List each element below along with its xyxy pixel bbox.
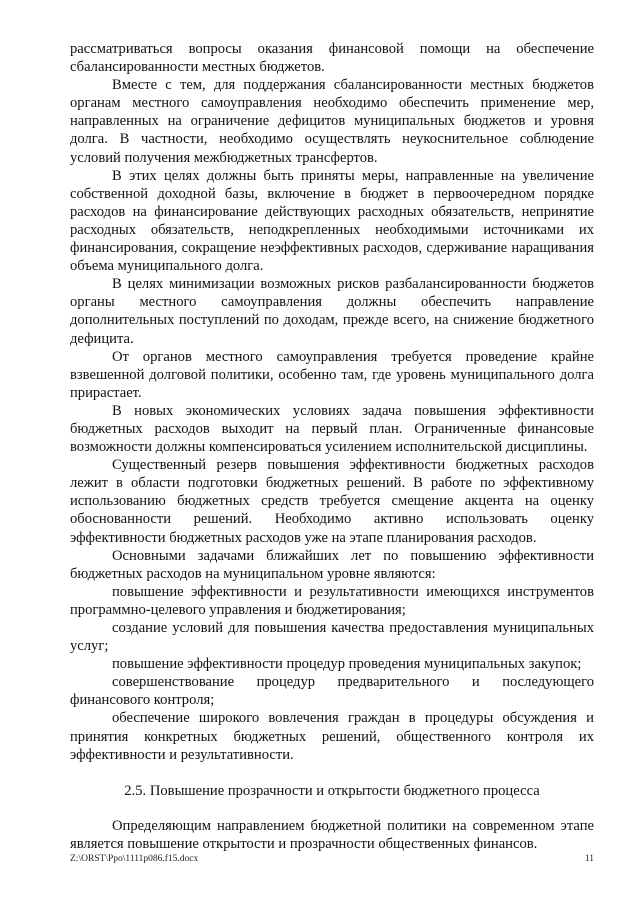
page-footer — [70, 853, 594, 865]
paragraph-debt-policy: От органов местного самоуправления требуется проведение крайне взвешенной долговой политики, особенно там, где уровень муниципального долга прирастает. — [70, 348, 594, 401]
footer-file-path: Z:\ORST\Ppo\1111p086.f15.docx — [70, 854, 199, 864]
page-number: 11 — [584, 854, 594, 864]
paragraph-revenue-base: В этих целях должны быть приняты меры, направленные на увеличение собственной доходной базы, включение в бюджет в первоочередном порядке расходов на финансирование действующих расходных обязательств, непринятие расходных обязательств, неподкрепленных необходимыми источниками их финансирования, сокращение неэффективных расходов, сдерживание наращивания объема муниципального долга. — [70, 167, 594, 275]
paragraph-budget-decisions: Существенный резерв повышения эффективности бюджетных расходов лежит в области подготовки бюджетных решений. В работе по эффективному использованию бюджетных средств требуется смещение акцента на оценку обоснованности решений. Необходимо активно использовать оценку эффективности бюджетных расходов уже на этапе планирования расходов. — [70, 457, 594, 546]
paragraph-continuation: рассматриваться вопросы оказания финансовой помощи на обеспечение сбалансированности местных бюджетов. — [70, 41, 594, 76]
paragraph-imbalance-risks: В целях минимизации возможных рисков разбалансированности бюджетов органы местного самоуправления должны обеспечить направление дополнительных поступлений по доходам, прежде всего, на снижение бюджетного дефицита. — [70, 276, 594, 347]
task-item-financial-control: совершенствование процедур предварительного и последующего финансового контроля; — [70, 674, 594, 709]
paragraph-main-tasks: Основными задачами ближайших лет по повышению эффективности бюджетных расходов на муниципальном уровне являются: — [70, 547, 594, 582]
task-item-municipal-services: создание условий для повышения качества предоставления муниципальных услуг; — [70, 620, 594, 655]
task-item-procurement: повышение эффективности процедур проведения муниципальных закупок; — [112, 656, 582, 673]
task-item-citizen-involvement: обеспечение широкого вовлечения граждан в процедуры обсуждения и принятия конкретных бюджетных решений, общественного контроля их эффективности и результативности. — [70, 710, 594, 763]
task-item-program-tools: повышение эффективности и результативности имеющихся инструментов программно-целевого управления и бюджетирования; — [70, 583, 594, 618]
section-heading: 2.5. Повышение прозрачности и открытости бюджетного процесса — [124, 782, 540, 799]
paragraph-balance-measures: Вместе с тем, для поддержания сбалансированности местных бюджетов органам местного самоуправления необходимо обеспечить применение мер, направленных на ограничение дефицитов муниципальных бюджетов и уровня долга. В частности, необходимо осуществлять неукоснительное соблюдение условий получения межбюджетных трансфертов. — [70, 77, 594, 166]
paragraph-spending-efficiency: В новых экономических условиях задача повышения эффективности бюджетных расходов выходит на первый план. Ограниченные финансовые возможности должны компенсироваться усилением исполнительской дисциплины. — [70, 402, 594, 456]
document-page — [70, 40, 594, 853]
paragraph-transparency: Определяющим направлением бюджетной политики на современном этапе является повышение открытости и прозрачности общественных финансов. — [70, 817, 594, 852]
